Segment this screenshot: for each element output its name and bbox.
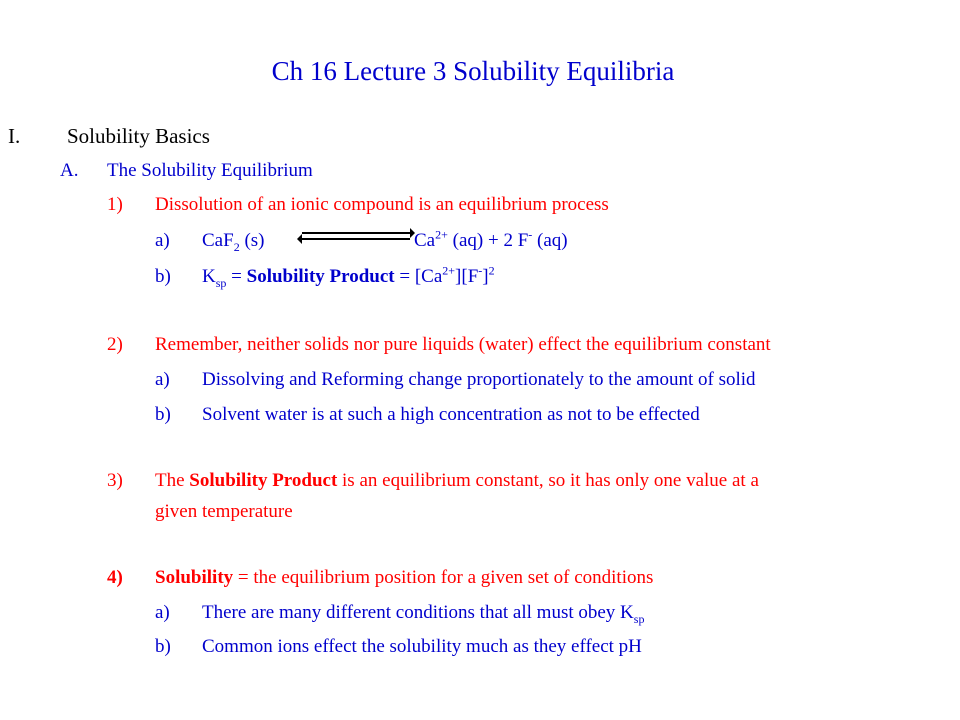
subsection-heading: The Solubility Equilibrium <box>107 160 313 181</box>
ksp-fluoride-charge: - <box>478 263 483 278</box>
product-state: (aq) <box>532 230 568 251</box>
ksp-calcium-charge: 2+ <box>442 263 456 278</box>
item-3-bold-term: Solubility Product <box>189 470 338 491</box>
item-2a-marker: a) <box>155 369 170 390</box>
reactant-subscript: 2 <box>233 239 240 254</box>
reactant-formula: CaF <box>202 230 234 251</box>
ksp-expression <box>202 263 495 290</box>
item-1-marker: 1) <box>107 194 123 215</box>
item-3-marker: 3) <box>107 470 123 491</box>
item-2b-text: Solvent water is at such a high concentration as not to be effected <box>202 404 700 425</box>
page-title: Ch 16 Lecture 3 Solubility Equilibria <box>271 56 675 86</box>
product-calcium: Ca <box>414 230 436 251</box>
item-4a-main: There are many different conditions that all must obey K <box>202 602 634 623</box>
item-3-text <box>155 470 759 492</box>
item-3-post: is an equilibrium constant, so it has only one value at a <box>337 470 759 491</box>
ksp-equals-2: = [Ca <box>394 266 443 287</box>
item-4-post: = the equilibrium position for a given set of conditions <box>233 567 654 588</box>
equation-reactant <box>202 230 265 252</box>
item-4b-marker: b) <box>155 636 171 657</box>
ksp-end: ] <box>482 266 489 287</box>
item-4-marker: 4) <box>107 567 123 588</box>
item-4-bold-term: Solubility <box>155 567 234 588</box>
ksp-middle: ][F <box>455 266 479 287</box>
subsection-marker: A. <box>60 160 79 181</box>
ksp-square: 2 <box>488 263 495 278</box>
section-marker: I. <box>8 124 21 148</box>
item-3-text-line2: given temperature <box>155 501 293 522</box>
item-4a-marker: a) <box>155 602 170 623</box>
item-3-pre: The <box>155 470 190 491</box>
ksp-subscript: sp <box>215 275 227 290</box>
section-heading: Solubility Basics <box>67 124 210 148</box>
item-2-marker: 2) <box>107 334 123 355</box>
calcium-charge: 2+ <box>435 227 448 242</box>
item-4b-text: Common ions effect the solubility much as they effect pH <box>202 636 642 657</box>
equilibrium-arrow-icon <box>296 226 416 246</box>
item-2a-text: Dissolving and Reforming change proportionately to the amount of solid <box>202 369 756 390</box>
item-1b-marker: b) <box>155 266 171 287</box>
equation-products <box>414 227 568 252</box>
fluoride-charge: - <box>528 227 533 242</box>
item-4-text <box>155 567 653 589</box>
item-4a-text <box>202 602 644 624</box>
ksp-equals: = <box>226 266 247 287</box>
item-2b-marker: b) <box>155 404 171 425</box>
product-middle: (aq) + 2 F <box>447 230 529 251</box>
ksp-symbol: K <box>202 266 216 287</box>
item-2-text: Remember, neither solids nor pure liquids (water) effect the equilibrium constant <box>155 334 771 355</box>
ksp-bold-term: Solubility Product <box>246 266 395 287</box>
item-1a-marker: a) <box>155 230 170 251</box>
reactant-state: (s) <box>239 230 265 251</box>
item-1-text: Dissolution of an ionic compound is an equilibrium process <box>155 194 609 215</box>
item-4a-subscript: sp <box>633 611 645 626</box>
